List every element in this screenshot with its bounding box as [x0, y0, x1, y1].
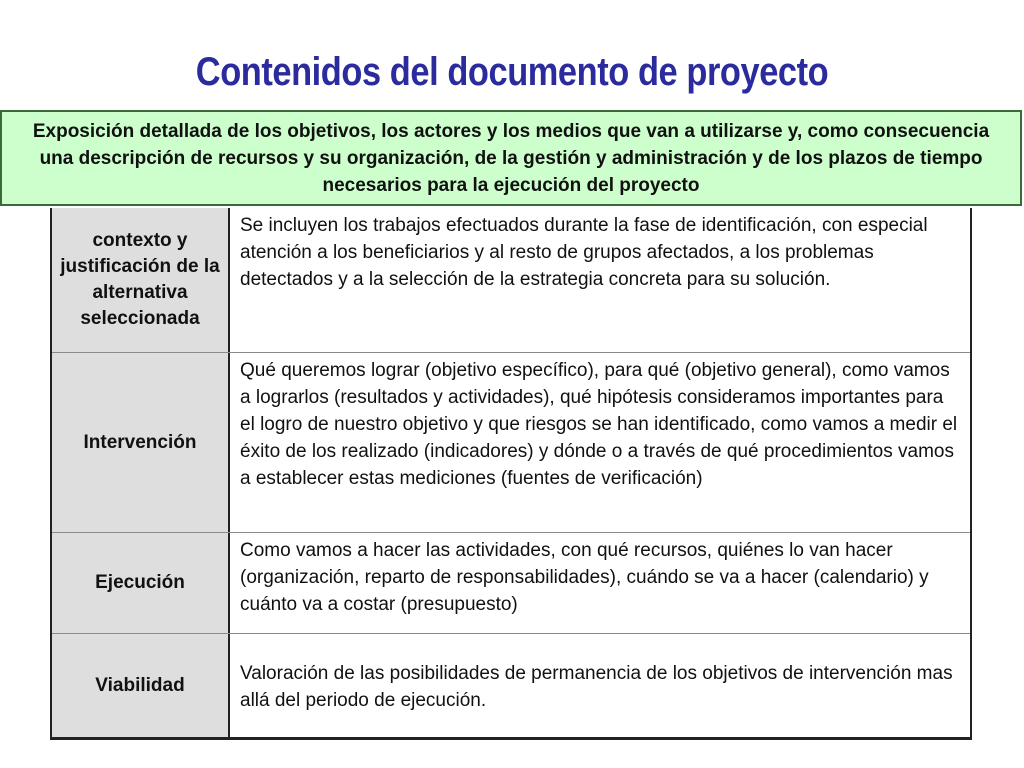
- table-row-ejecucion: [52, 533, 970, 634]
- table-row-contexto: [52, 208, 970, 353]
- summary-banner: Exposición detallada de los objetivos, los actores y los medios que van a utilizarse y, como consecuencia una descripción de recursos y su organización, de la gestión y administración y de los plazos de tiempo necesarios para la ejecución del proyecto: [0, 110, 1022, 206]
- row-label: contexto y justificación de la alternativa seleccionada: [52, 208, 230, 352]
- row-description: Se incluyen los trabajos efectuados durante la fase de identificación, con especial atención a los beneficiarios y al resto de grupos afectados, a los problemas detectados y a la selección de la estrategia concreta para su solución.: [240, 215, 928, 290]
- page-title: Contenidos del documento de proyecto: [195, 50, 829, 94]
- row-label: Ejecución: [52, 533, 230, 633]
- row-label: Viabilidad: [52, 634, 230, 737]
- contents-table: [50, 208, 972, 740]
- row-description: Valoración de las posibilidades de permanencia de los objetivos de intervención mas allá del periodo de ejecución.: [240, 663, 953, 711]
- row-description: Como vamos a hacer las actividades, con qué recursos, quiénes lo van hacer (organización, reparto de responsabilidades), cuándo se va a hacer (calendario) y cuánto va a costar (presupuesto): [240, 540, 929, 615]
- table-row-intervencion: [52, 353, 970, 533]
- row-label: Intervención: [52, 353, 230, 532]
- table-row-viabilidad: [52, 634, 970, 737]
- row-description: Qué queremos lograr (objetivo específico), para qué (objetivo general), como vamos a lograrlos (resultados y actividades), qué hipótesis consideramos importantes para el logro de nuestro objetivo y que riesgos se han identificado, como vamos a medir el éxito de los realizado (indicadores) y dónde o a través de qué procedimientos vamos a establecer estas mediciones (fuentes de verificación): [240, 360, 958, 489]
